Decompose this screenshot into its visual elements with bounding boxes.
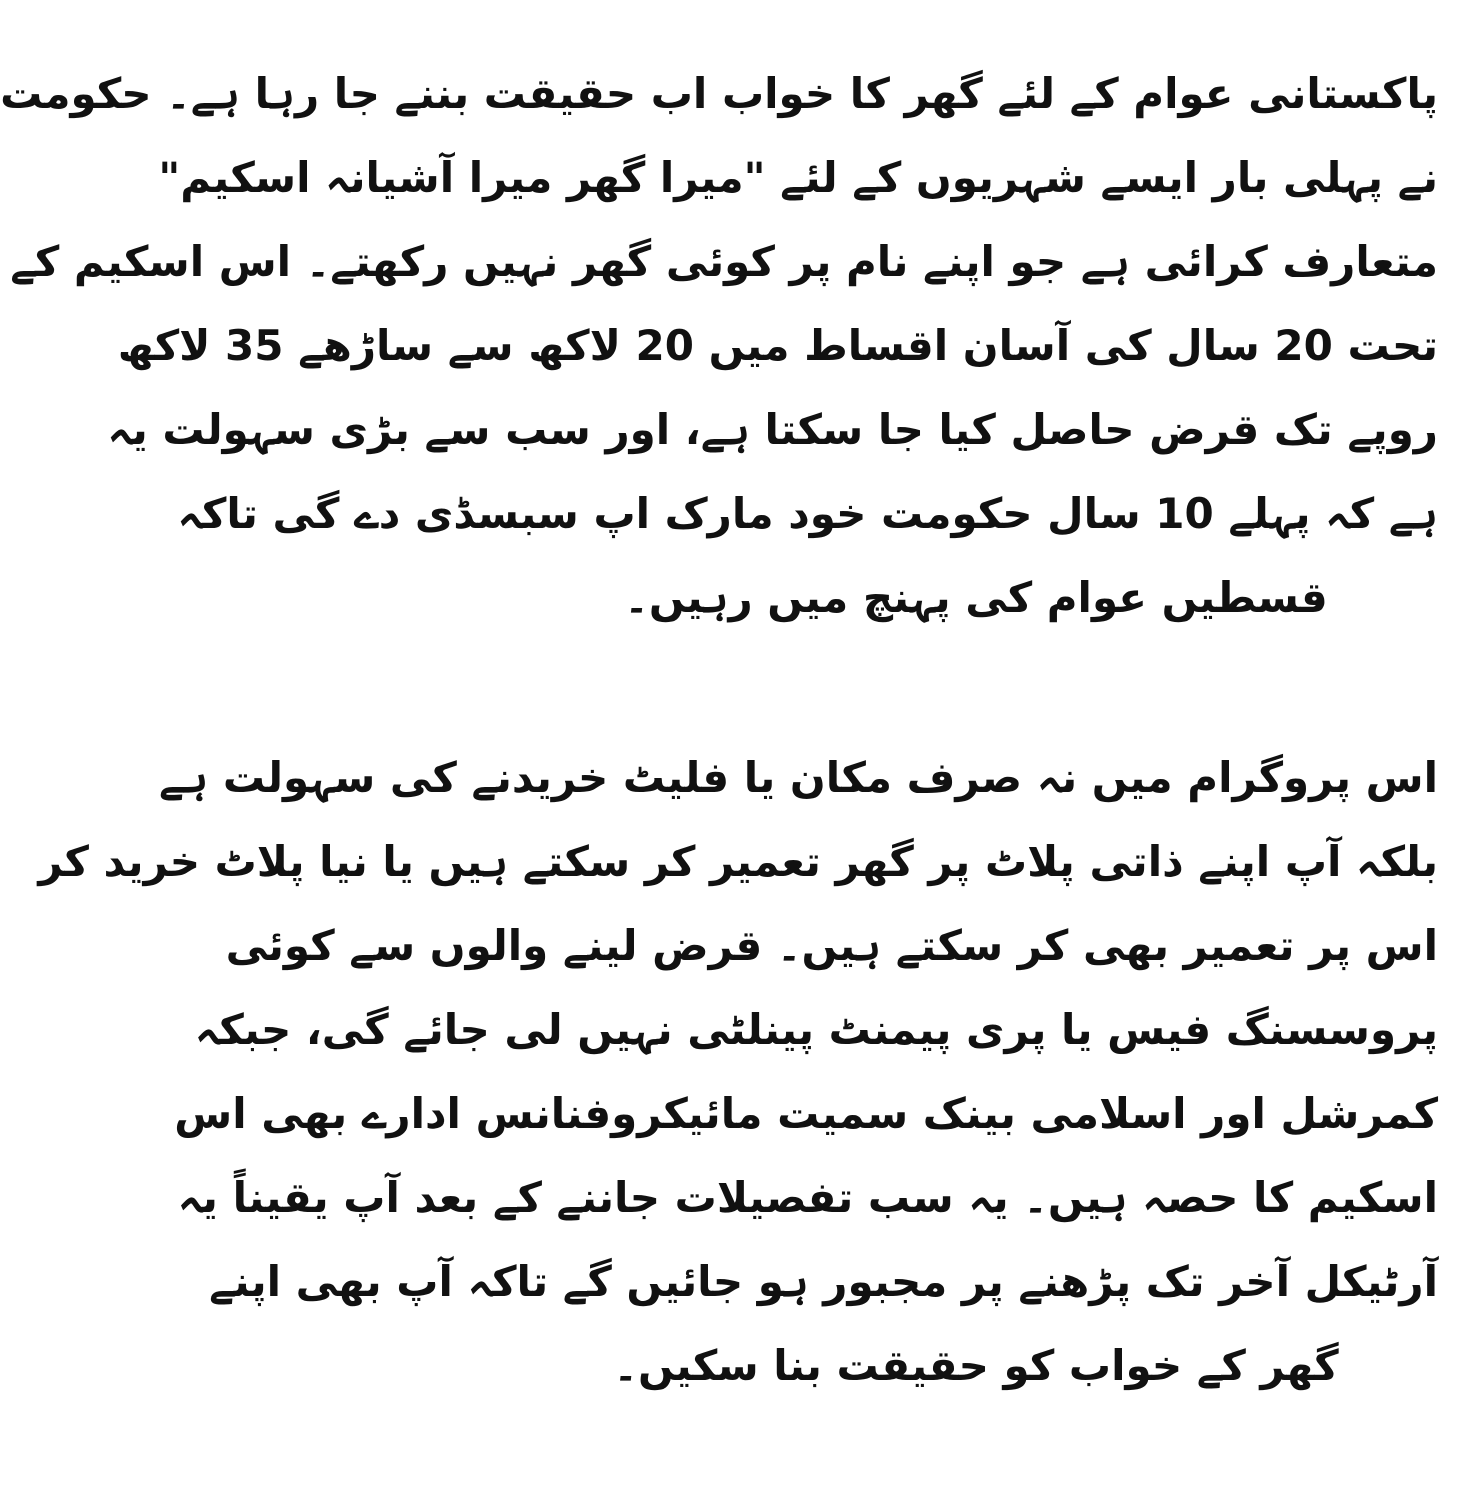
- text-line: اسکیم کا حصہ ہیں۔ یہ سب تفصیلات جاننے کے بعد آپ یقیناً یہ: [177, 1173, 1438, 1222]
- text-line: قسطیں عوام کی پہنچ میں رہیں۔: [624, 573, 1328, 622]
- text-line: تحت 20 سال کی آسان اقساط میں 20 لاکھ سے ساڑھے 35 لاکھ: [117, 321, 1438, 370]
- text-line: اس پر تعمیر بھی کر سکتے ہیں۔ قرض لینے والوں سے کوئی: [225, 921, 1438, 970]
- text-line: پروسسنگ فیس یا پری پیمنٹ پینلٹی نہیں لی جائے گی، جبکہ: [194, 1005, 1438, 1054]
- text-line: روپے تک قرض حاصل کیا جا سکتا ہے، اور سب سے بڑی سہولت یہ: [107, 405, 1438, 454]
- paragraph-spacer: [514, 640, 1438, 736]
- text-line: بلکہ آپ اپنے ذاتی پلاٹ پر گھر تعمیر کر سکتے ہیں یا نیا پلاٹ خرید کر: [38, 837, 1438, 886]
- text-line: متعارف کرائی ہے جو اپنے نام پر کوئی گھر نہیں رکھتے۔ اس اسکیم کے: [10, 237, 1438, 286]
- paragraph-intro: [0, 52, 1438, 640]
- text-line: آرٹیکل آخر تک پڑھنے پر مجبور ہو جائیں گے تاکہ آپ بھی اپنے: [209, 1257, 1438, 1306]
- text-line: ہے کہ پہلے 10 سال حکومت خود مارک اپ سبسڈی دے گی تاکہ: [177, 489, 1438, 538]
- paragraph-details: [38, 736, 1438, 1408]
- text-line: نے پہلی بار ایسے شہریوں کے لئے "میرا گھر میرا آشیانہ اسکیم": [158, 153, 1438, 202]
- text-line: اس پروگرام میں نہ صرف مکان یا فلیٹ خریدنے کی سہولت ہے: [158, 753, 1438, 802]
- text-line: پاکستانی عوام کے لئے گھر کا خواب اب حقیقت بننے جا رہا ہے۔ حکومت: [0, 69, 1438, 118]
- text-line: کمرشل اور اسلامی بینک سمیت مائیکروفنانس ادارے بھی اس: [174, 1089, 1438, 1138]
- text-line: گھر کے خواب کو حقیقت بنا سکیں۔: [613, 1341, 1339, 1390]
